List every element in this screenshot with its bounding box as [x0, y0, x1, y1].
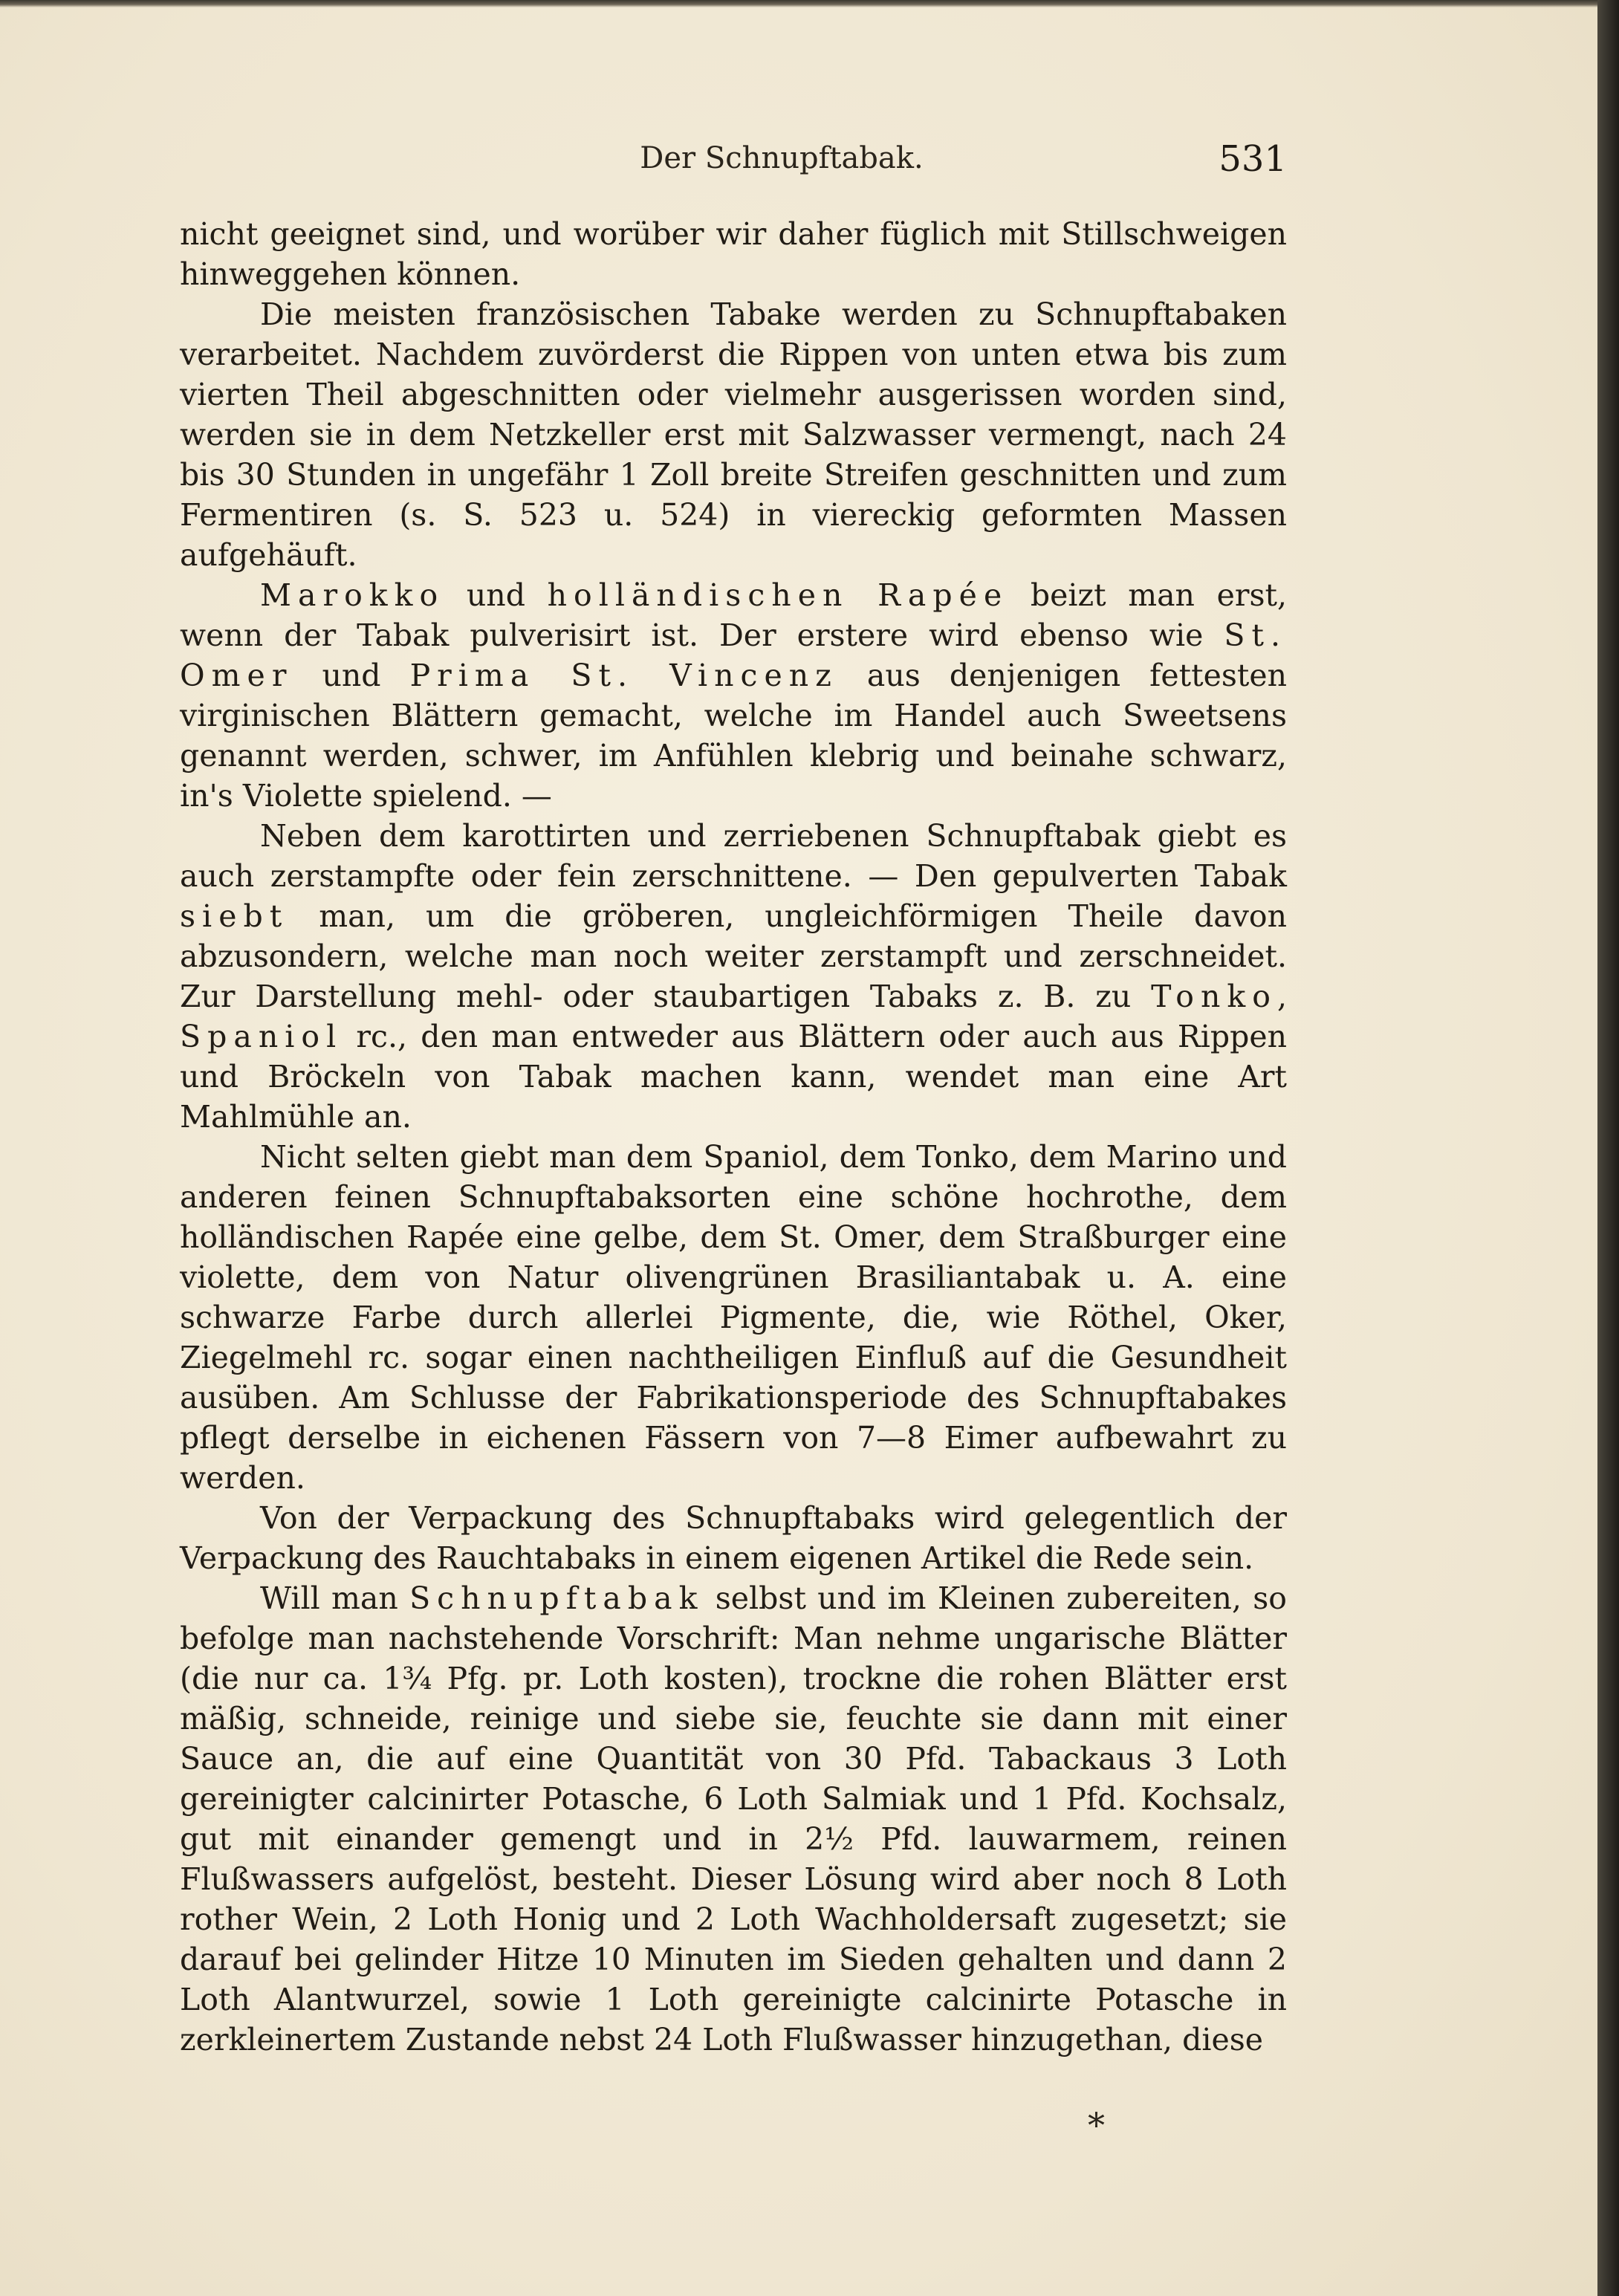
paragraph-4 [180, 816, 1287, 1137]
text-run: und [444, 577, 548, 613]
text-run: aus denjenigen fettesten virginischen Blättern gemacht, welche im Handel auch Sweetsens genannt werden, schwer, im Anfühlen klebrig und beinahe schwarz, in's Violette spielend. — [180, 658, 1288, 814]
emphasis-hollaendischen-rapee: holländischen Rapée [547, 577, 1009, 613]
emphasis-spaniol: Spaniol [180, 1019, 343, 1054]
spine-shadow [1597, 0, 1619, 2296]
page-header [180, 138, 1287, 186]
emphasis-marokko: Marokko [260, 577, 445, 613]
paragraph-5: Nicht selten giebt man dem Spaniol, dem Tonko, dem Marino und anderen feinen Schnupftabaksorten eine schöne hochrothe, dem holländischen Rapée eine gelbe, dem St. Omer, dem Straßburger eine violette, dem von Natur olivengrünen Brasiliantabak u. A. eine schwarze Farbe durch allerlei Pigmente, die, wie Röthel, Oker, Ziegelmehl rc. sogar einen nachtheiligen Einfluß auf die Gesundheit ausüben. Am Schlusse der Fabrikationsperiode des Schnupftabakes pflegt derselbe in eichenen Fässern von 7—8 Eimer aufbewahrt zu werden. [180, 1139, 1287, 1496]
signature-mark: * [1088, 2105, 1105, 2145]
paragraph-3 [180, 575, 1287, 816]
text-run: Will man [260, 1580, 410, 1616]
emphasis-st-omer: St. Omer [180, 617, 1287, 693]
paragraph-2: Die meisten französischen Tabake werden zu Schnupftabaken verarbeitet. Nachdem zuvörderst die Rippen von unten etwa bis zum vierten Theil abgeschnitten oder vielmehr ausgerissen worden sind, werden sie in dem Netzkeller erst mit Salzwasser vermengt, nach 24 bis 30 Stunden in ungefähr 1 Zoll breite Streifen geschnitten und zum Fermentiren (s. S. 523 u. 524) in viereckig geformten Massen aufgehäuft. [180, 296, 1287, 573]
text-run: beizt man erst, wenn der Tabak pulverisirt ist. Der erstere wird ebenso wie [180, 577, 1287, 653]
emphasis-schnupftabak: Schnupftabak [409, 1580, 704, 1616]
page-top-edge [0, 0, 1597, 7]
page-number: 531 [1219, 138, 1287, 180]
paragraph-1: nicht geeignet sind, und worüber wir daher füglich mit Stillschweigen hinweggehen können. [180, 216, 1287, 292]
text-run: Neben dem karottirten und zerriebenen Schnupftabak giebt es auch zerstampfte oder fein zerschnittene. — Den gepulverten Tabak [180, 818, 1287, 894]
text-run: selbst und im Kleinen zubereiten, so befolge man nachstehende Vorschrift: Man nehme ungarische Blätter (die nur ca. 1¾ Pfg. pr. Loth kosten), trockne die rohen Blätter erst mäßig, schneide, reinige und siebe sie, feuchte sie dann mit einer Sauce an, die auf eine Quantität von 30 Pfd. Tabackaus 3 Loth gereinigter calcinirter Potasche, 6 Loth Salmiak und 1 Pfd. Kochsalz, gut mit einander gemengt und in 2½ Pfd. lauwarmem, reinen Flußwassers aufgelöst, besteht. Dieser Lösung wird aber noch 8 Loth rother Wein, 2 Loth Honig und 2 Loth Wachholdersaft zugesetzt; sie darauf bei gelinder Hitze 10 Minuten im Sieden gehalten und dann 2 Loth Alantwurzel, sowie 1 Loth gereinigte calcinirte Potasche in zerkleinertem Zustande nebst 24 Loth Flußwasser hinzugethan, diese [180, 1580, 1287, 2057]
body-text [180, 214, 1287, 2060]
paragraph-7 [180, 1578, 1287, 2060]
emphasis-siebt: siebt [180, 898, 289, 934]
text-run: rc., den man entweder aus Blättern oder auch aus Rippen und Bröckeln von Tabak machen kann, wendet man eine Art Mahlmühle an. [180, 1019, 1287, 1135]
text-run: man, um die gröberen, ungleichförmigen Theile davon abzusondern, welche man noch weiter zerstampft und zerschneidet. Zur Darstellung mehl- oder staubartigen Tabaks z. B. zu [180, 898, 1287, 1014]
paragraph-6: Von der Verpackung des Schnupftabaks wird gelegentlich der Verpackung des Rauchtabaks in einem eigenen Artikel die Rede sein. [180, 1500, 1287, 1576]
emphasis-prima-st-vincenz: Prima St. Vincenz [409, 658, 838, 693]
emphasis-tonko: Tonko [1151, 979, 1277, 1014]
text-run: und [293, 658, 410, 693]
running-title: Der Schnupftabak. [640, 141, 924, 175]
text-run: , [1276, 979, 1287, 1014]
